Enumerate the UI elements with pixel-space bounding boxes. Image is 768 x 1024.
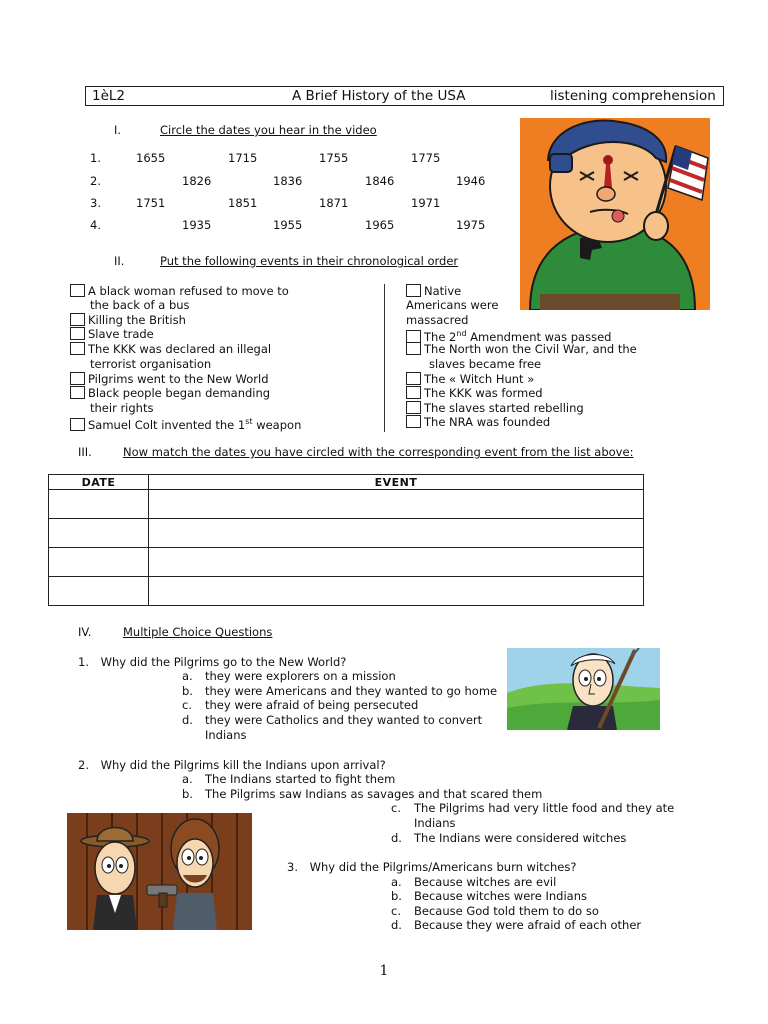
date-option[interactable]: 1715: [228, 151, 258, 165]
event-cell[interactable]: [149, 577, 644, 606]
event-checkbox[interactable]: [70, 313, 85, 326]
date-option[interactable]: 1955: [273, 218, 303, 232]
answer-option[interactable]: c. they were afraid of being persecuted: [182, 698, 419, 712]
event-item: Native: [406, 284, 461, 299]
answer-option[interactable]: b. Because witches were Indians: [391, 889, 587, 903]
class-code: 1èL2: [92, 88, 126, 104]
date-column-header: DATE: [49, 475, 149, 490]
row-label: 2.: [90, 174, 101, 188]
event-cell[interactable]: [149, 490, 644, 519]
worksheet-type: listening comprehension: [550, 88, 716, 104]
answer-option[interactable]: c. The Pilgrims had very little food and they ate: [391, 801, 675, 815]
event-checkbox[interactable]: [406, 401, 421, 414]
date-cell[interactable]: [49, 548, 149, 577]
event-checkbox[interactable]: [70, 386, 85, 399]
event-checkbox[interactable]: [70, 372, 85, 385]
event-item: Black people began demanding: [70, 386, 270, 401]
question-2: 2. Why did the Pilgrims kill the Indians upon arrival?: [78, 758, 386, 772]
section-1-numeral: I.: [114, 123, 122, 137]
date-option[interactable]: 1751: [136, 196, 166, 210]
event-item: The KKK was formed: [406, 386, 543, 401]
table-row: [49, 519, 644, 548]
event-cell[interactable]: [149, 548, 644, 577]
date-option[interactable]: 1975: [456, 218, 486, 232]
date-option[interactable]: 1755: [319, 151, 349, 165]
date-option[interactable]: 1871: [319, 196, 349, 210]
event-checkbox[interactable]: [406, 284, 421, 297]
date-option[interactable]: 1935: [182, 218, 212, 232]
answer-option[interactable]: d. they were Catholics and they wanted to convert: [182, 713, 483, 727]
event-checkbox[interactable]: [406, 386, 421, 399]
event-item-continued: their rights: [90, 401, 154, 415]
event-column-header: EVENT: [149, 475, 644, 490]
section-4-numeral: IV.: [78, 625, 92, 639]
row-label: 4.: [90, 218, 101, 232]
date-option[interactable]: 1836: [273, 174, 303, 188]
dates-row-4: [0, 218, 520, 234]
date-event-table: [48, 474, 644, 606]
event-checkbox[interactable]: [406, 342, 421, 355]
answer-option[interactable]: b. they were Americans and they wanted to go home: [182, 684, 498, 698]
date-option[interactable]: 1971: [411, 196, 441, 210]
date-cell[interactable]: [49, 490, 149, 519]
event-item-continued: Americans were: [406, 298, 499, 312]
date-option[interactable]: 1946: [456, 174, 486, 188]
answer-option[interactable]: c. Because God told them to do so: [391, 904, 599, 918]
event-item-continued: massacred: [406, 313, 469, 327]
event-item: The KKK was declared an illegal: [70, 342, 271, 357]
question-1: 1. Why did the Pilgrims go to the New World?: [78, 655, 347, 669]
date-option[interactable]: 1846: [365, 174, 395, 188]
date-option[interactable]: 1826: [182, 174, 212, 188]
cartoon-gunfight-image: [67, 813, 252, 930]
answer-option-continued: Indians: [414, 816, 456, 830]
question-3: 3. Why did the Pilgrims/Americans burn witches?: [287, 860, 577, 874]
event-item: Killing the British: [70, 313, 186, 328]
dates-row-1: [0, 151, 520, 167]
section-2-instruction: Put the following events in their chronological order: [160, 254, 459, 268]
table-row: [49, 548, 644, 577]
dates-row-2: [0, 174, 520, 190]
answer-option-continued: Indians: [205, 728, 247, 742]
event-item: Samuel Colt invented the 1st weapon: [70, 415, 301, 432]
page-number: 1: [379, 963, 389, 979]
dates-row-3: [0, 196, 520, 212]
event-item-continued: terrorist organisation: [90, 357, 212, 371]
date-option[interactable]: 1851: [228, 196, 258, 210]
event-item-continued: the back of a bus: [90, 298, 190, 312]
answer-option[interactable]: a. Because witches are evil: [391, 875, 557, 889]
event-checkbox[interactable]: [70, 418, 85, 431]
answer-option[interactable]: b. The Pilgrims saw Indians as savages and that scared them: [182, 787, 543, 801]
table-row: [49, 490, 644, 519]
cartoon-boy-with-flag-image: [520, 118, 710, 310]
event-checkbox[interactable]: [406, 330, 421, 343]
date-option[interactable]: 1965: [365, 218, 395, 232]
event-item: Slave trade: [70, 327, 154, 342]
row-label: 1.: [90, 151, 101, 165]
event-item: The « Witch Hunt »: [406, 372, 534, 387]
section-1-instruction: Circle the dates you hear in the video: [160, 123, 377, 137]
event-item-continued: slaves became free: [429, 357, 542, 371]
event-item: Pilgrims went to the New World: [70, 372, 269, 387]
row-label: 3.: [90, 196, 101, 210]
event-checkbox[interactable]: [70, 284, 85, 297]
answer-option[interactable]: a. they were explorers on a mission: [182, 669, 396, 683]
answer-option[interactable]: a. The Indians started to fight them: [182, 772, 396, 786]
section-3-instruction: Now match the dates you have circled with the corresponding event from the list above:: [123, 445, 634, 459]
event-checkbox[interactable]: [70, 342, 85, 355]
worksheet-title: A Brief History of the USA: [292, 88, 466, 104]
date-cell[interactable]: [49, 519, 149, 548]
section-3-numeral: III.: [78, 445, 92, 459]
event-checkbox[interactable]: [406, 372, 421, 385]
date-option[interactable]: 1775: [411, 151, 441, 165]
event-cell[interactable]: [149, 519, 644, 548]
worksheet-header: [85, 86, 724, 106]
event-checkbox[interactable]: [70, 327, 85, 340]
table-header-row: [49, 475, 644, 490]
answer-option[interactable]: d. The Indians were considered witches: [391, 831, 627, 845]
cartoon-pilgrim-image: [507, 648, 660, 730]
event-item: The North won the Civil War, and the: [406, 342, 637, 357]
date-cell[interactable]: [49, 577, 149, 606]
section-2-numeral: II.: [114, 254, 125, 268]
event-item: The NRA was founded: [406, 415, 550, 430]
date-option[interactable]: 1655: [136, 151, 166, 165]
answer-option[interactable]: d. Because they were afraid of each other: [391, 918, 642, 932]
event-item: The 2nd Amendment was passed: [406, 327, 611, 344]
event-checkbox[interactable]: [406, 415, 421, 428]
event-item: A black woman refused to move to: [70, 284, 289, 299]
section-4-title: Multiple Choice Questions: [123, 625, 273, 639]
column-divider: [384, 284, 385, 432]
event-item: The slaves started rebelling: [406, 401, 584, 416]
table-row: [49, 577, 644, 606]
